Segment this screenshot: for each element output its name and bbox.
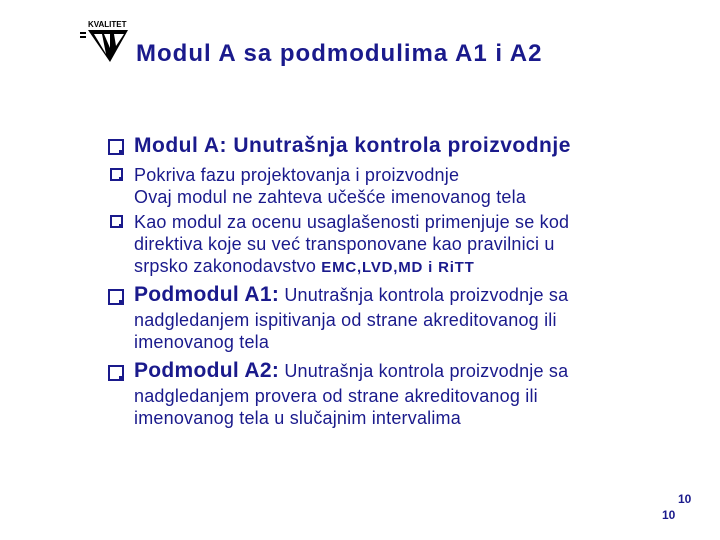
submodule-a2-text: Unutrašnja kontrola proizvodnje sa: [279, 361, 569, 381]
bullet-box-icon: [110, 168, 123, 181]
kvalitet-logo: [80, 18, 130, 64]
item-2-line-3-text: srpsko zakonodavstvo: [134, 256, 322, 276]
item-2-line-1: Kao modul za ocenu usaglašenosti primenjuje se kod: [134, 212, 570, 232]
bullet-box-icon: [108, 139, 124, 155]
item-1-line-2: Ovaj modul ne zahteva učešće imenovanog tela: [134, 187, 527, 207]
bullet-box-icon: [108, 289, 124, 305]
item-2-line-3: [134, 256, 475, 277]
submodule-a1-line-1: [134, 283, 568, 307]
item-2-line-2: direktiva koje su već transponovane kao pravilnici u: [134, 234, 555, 254]
submodule-a2-line-3: imenovanog tela u slučajnim intervalima: [134, 408, 461, 428]
page-title: Modul A sa podmodulima A1 i A2: [136, 40, 543, 67]
submodule-a1-text: Unutrašnja kontrola proizvodnje sa: [279, 285, 569, 305]
submodule-a2-line-1: [134, 359, 568, 383]
submodule-a2-line-2: nadgledanjem provera od strane akreditovanog ili: [134, 386, 538, 406]
item-1-line-1: Pokriva fazu projektovanja i proizvodnje: [134, 165, 460, 185]
bullet-box-icon: [108, 365, 124, 381]
submodule-a2-label: Podmodul A2:: [134, 359, 280, 382]
submodule-a1-label: Podmodul A1:: [134, 283, 280, 306]
bullet-box-icon: [110, 215, 123, 228]
logo-text: KVALITET: [88, 20, 127, 29]
submodule-a1-line-3: imenovanog tela: [134, 332, 270, 352]
page-number: 10: [662, 508, 676, 522]
page-number: 10: [678, 492, 692, 506]
directives-list: EMC,LVD,MD i RiTT: [321, 259, 475, 276]
section-a-heading: Modul A: Unutrašnja kontrola proizvodnje: [134, 134, 571, 157]
submodule-a1-line-2: nadgledanjem ispitivanja od strane akreditovanog ili: [134, 310, 557, 330]
